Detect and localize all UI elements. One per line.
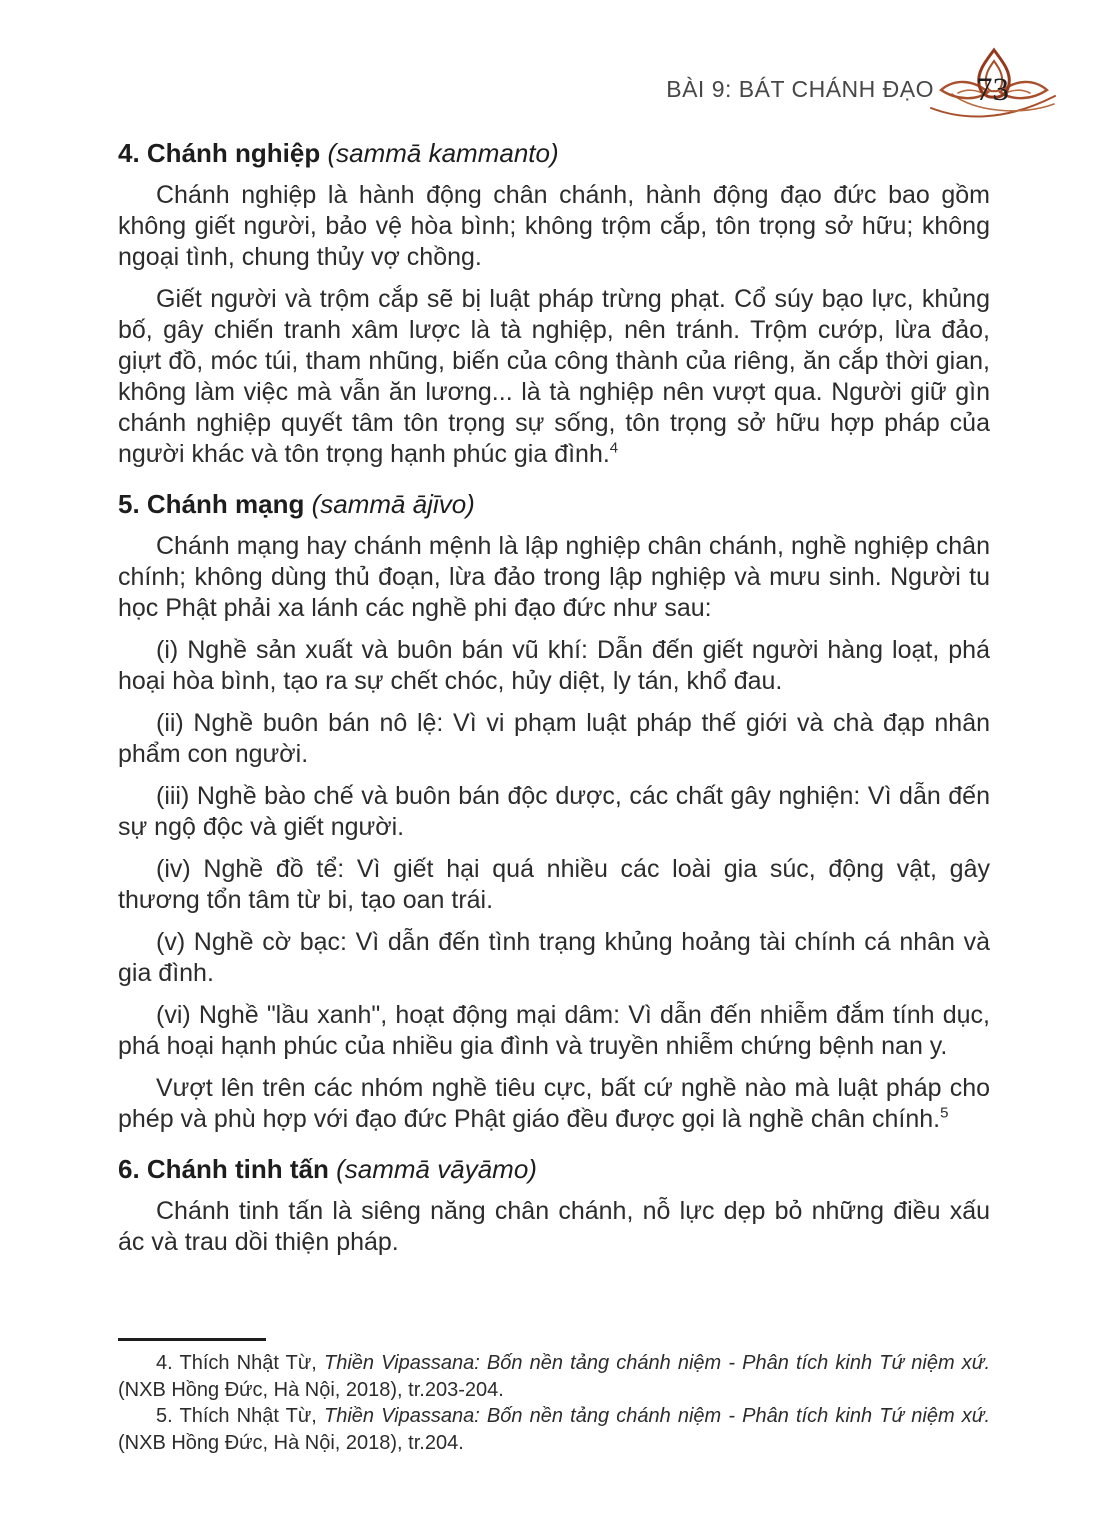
footnote-work-title: Thiền Vipassana: Bốn nền tảng chánh niệm - Phân tích kinh Tứ niệm xứ.: [324, 1352, 990, 1374]
list-item: (iii) Nghề bào chế và buôn bán độc dược, các chất gây nghiện: Vì dẫn đến sự ngộ độc và giết người.: [118, 782, 990, 841]
footnote-author: Thích Nhật Từ,: [179, 1352, 317, 1374]
page-body: [118, 138, 990, 1269]
footnote-work-title: Thiền Vipassana: Bốn nền tảng chánh niệm - Phân tích kinh Tứ niệm xứ.: [324, 1405, 990, 1427]
section-heading: [118, 1154, 990, 1185]
section-heading-title: 5. Chánh mạng: [118, 489, 305, 519]
footnote-marker: 5.: [156, 1405, 173, 1427]
footnote-publication: (NXB Hồng Đức, Hà Nội, 2018), tr.203-204.: [118, 1378, 504, 1401]
section-heading-pali: (sammā ājīvo): [311, 489, 475, 519]
section-chanh-tinh-tan: [118, 1154, 990, 1258]
page-number: 73: [976, 72, 1009, 108]
footnote: [118, 1403, 990, 1456]
paragraph-text: Giết người và trộm cắp sẽ bị luật pháp trừng phạt. Cổ súy bạo lực, khủng bố, gây chiến tranh xâm lược là tà nghiệp, nên tránh. Trộm cướp, lừa đảo, giựt đồ, móc túi, tham nhũng, biến của công thành của riêng, ăn cắp thời gian, không làm việc mà vẫn ăn lương... là tà nghiệp nên vượt qua. Người giữ gìn chánh nghiệp quyết tâm tôn trọng sự sống, tôn trọng sở hữu hợp pháp của người khác và tôn trọng hạnh phúc gia đình.: [118, 285, 990, 468]
list-item: (ii) Nghề buôn bán nô lệ: Vì vi phạm luật pháp thế giới và chà đạp nhân phẩm con người.: [118, 709, 990, 768]
footnote-ref: 5: [940, 1104, 949, 1122]
section-heading-pali: (sammā kammanto): [327, 138, 559, 168]
footnote-marker: 4.: [156, 1352, 173, 1374]
paragraph: Chánh mạng hay chánh mệnh là lập nghiệp chân chánh, nghề nghiệp chân chính; không dùng thủ đoạn, lừa đảo trong lập nghiệp và mưu sinh. Người tu học Phật phải xa lánh các nghề phi đạo đức như sau:: [118, 532, 990, 622]
footnote: [118, 1350, 990, 1403]
section-heading-title: 6. Chánh tinh tấn: [118, 1154, 329, 1184]
section-heading: [118, 489, 990, 520]
footnote-publication: (NXB Hồng Đức, Hà Nội, 2018), tr.204.: [118, 1431, 464, 1454]
footnote-author: Thích Nhật Từ,: [179, 1405, 317, 1427]
list-item: (vi) Nghề "lầu xanh", hoạt động mại dâm: Vì dẫn đến nhiễm đắm tính dục, phá hoại hạnh phúc của nhiều gia đình và truyền nhiễm chứng bệnh nan y.: [118, 1001, 990, 1060]
list-item: (v) Nghề cờ bạc: Vì dẫn đến tình trạng khủng hoảng tài chính cá nhân và gia đình.: [118, 928, 990, 987]
paragraph: Chánh nghiệp là hành động chân chánh, hành động đạo đức bao gồm không giết người, bảo vệ hòa bình; không trộm cắp, tôn trọng sở hữu; không ngoại tình, chung thủy vợ chồng.: [118, 181, 990, 271]
footnote-ref: 4: [609, 439, 619, 457]
footnote-separator: [118, 1338, 266, 1341]
lotus-icon: [930, 46, 1056, 140]
paragraph: Chánh tinh tấn là siêng năng chân chánh, nỗ lực dẹp bỏ những điều xấu ác và trau dồi thiện pháp.: [118, 1197, 990, 1256]
section-heading-pali: (sammā vāyāmo): [336, 1154, 537, 1184]
paragraph: [118, 284, 990, 470]
section-heading-title: 4. Chánh nghiệp: [118, 138, 321, 168]
section-chanh-nghiep: [118, 138, 990, 470]
list-item: (i) Nghề sản xuất và buôn bán vũ khí: Dẫn đến giết người hàng loạt, phá hoại hòa bình, tạo ra sự chết chóc, hủy diệt, ly tán, khổ đau.: [118, 636, 990, 695]
chapter-title: BÀI 9: BÁT CHÁNH ĐẠO: [666, 76, 934, 102]
paragraph: [118, 1073, 990, 1135]
paragraph-text: Vượt lên trên các nhóm nghề tiêu cực, bất cứ nghề nào mà luật pháp cho phép và phù hợp với đạo đức Phật giáo đều được gọi là nghề chân chính.: [118, 1074, 990, 1133]
section-heading: [118, 138, 990, 169]
list-item: (iv) Nghề đồ tể: Vì giết hại quá nhiều các loài gia súc, động vật, gây thương tổn tâm từ bi, tạo oan trái.: [118, 855, 990, 914]
footnotes: [118, 1338, 990, 1456]
section-chanh-mang: [118, 489, 990, 1135]
